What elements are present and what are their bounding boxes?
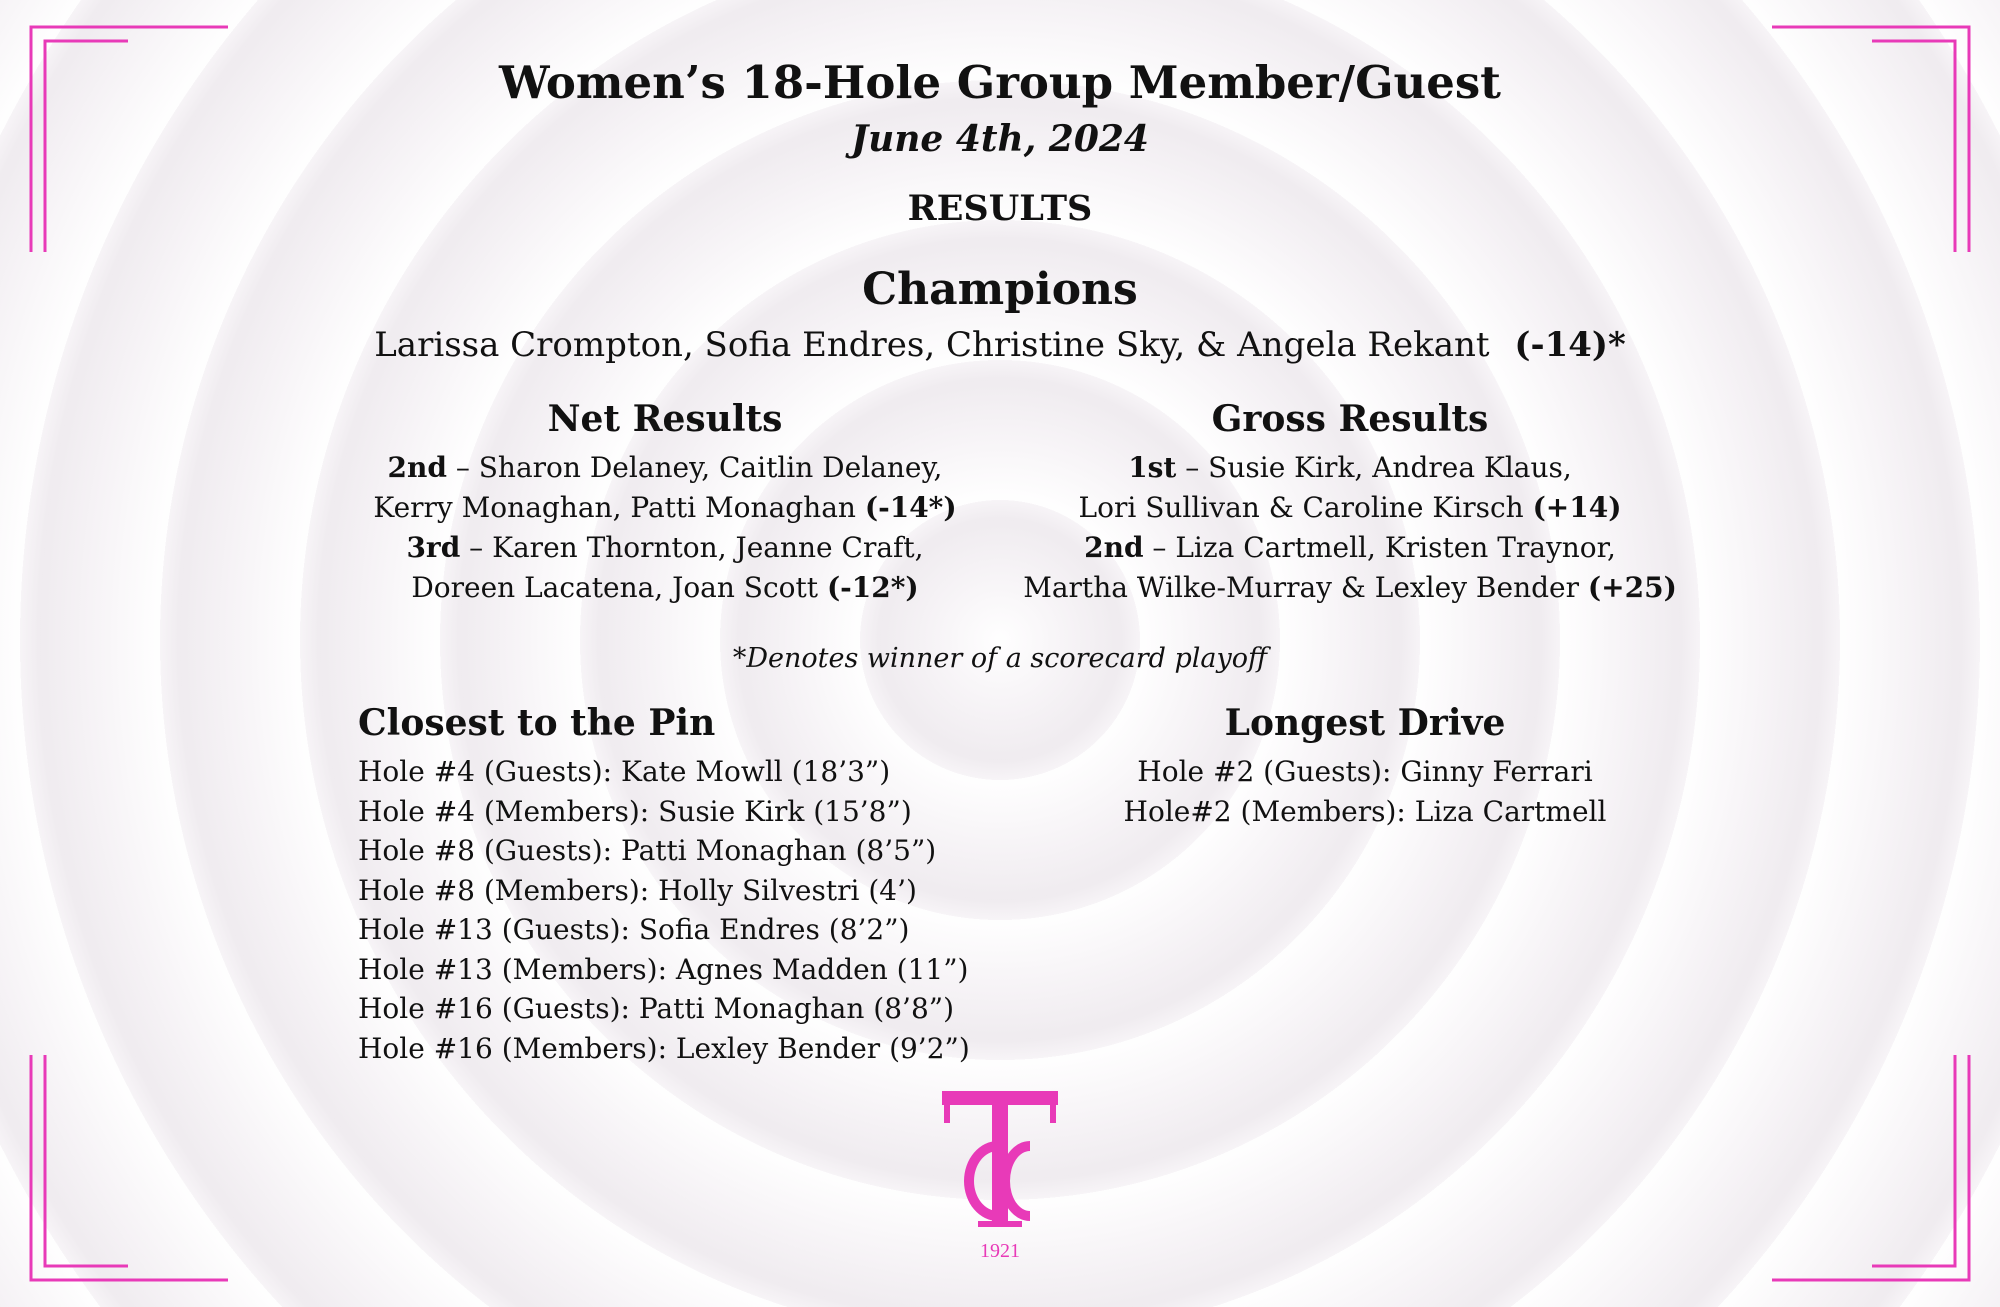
pin-row: Hole #16 (Members): Lexley Bender (9’2”) — [358, 1031, 970, 1065]
pin-row: Hole #8 (Guests): Patti Monaghan (8’5”) — [358, 834, 937, 867]
pin-row: Hole #13 (Guests): Sofia Endres (8’2”) — [358, 913, 910, 946]
gross-entry-line — [1020, 448, 1680, 488]
gross-entry-score: (+25) — [1587, 571, 1677, 604]
net-entry-place: 2nd — [387, 451, 447, 484]
net-results-heading: Net Results — [547, 398, 783, 440]
gross-results-heading: Gross Results — [1211, 398, 1489, 440]
champions-heading: Champions — [862, 264, 1138, 315]
gross-entry-names: Lori Sullivan & Caroline Kirsch — [1078, 491, 1533, 524]
net-entry-names: – Karen Thornton, Jeanne Craft, — [460, 531, 924, 564]
pin-row: Hole #16 (Guests): Patti Monaghan (8’8”) — [358, 992, 954, 1025]
event-date: June 4th, 2024 — [851, 118, 1149, 160]
net-entry-score: (-12*) — [826, 571, 919, 604]
net-entry-names: Doreen Lacatena, Joan Scott — [411, 571, 827, 604]
net-entry-place: 3rd — [406, 531, 461, 564]
net-entry-line — [340, 568, 990, 608]
gross-entry-names: – Susie Kirk, Andrea Klaus, — [1176, 451, 1572, 484]
closest-to-pin-heading: Closest to the Pin — [358, 702, 716, 744]
gross-entry-names: – Liza Cartmell, Kristen Traynor, — [1143, 531, 1616, 564]
pin-row: Hole #13 (Members): Agnes Madden (11”) — [358, 952, 969, 986]
corner-ornament-bottom-left — [28, 1053, 228, 1283]
gross-entry-line — [1020, 488, 1680, 528]
event-title: Women’s 18-Hole Group Member/Guest — [499, 56, 1501, 109]
champions-score: (-14)* — [1514, 325, 1626, 365]
net-entry-names: Kerry Monaghan, Patti Monaghan — [373, 491, 865, 524]
pin-row: Hole #4 (Guests): Kate Mowll (18’3”) — [358, 755, 891, 788]
drive-row: Hole#2 (Members): Liza Cartmell — [1123, 794, 1607, 828]
longest-drive-heading: Longest Drive — [1224, 702, 1506, 744]
gross-entry-names: Martha Wilke-Murray & Lexley Bender — [1023, 571, 1588, 604]
gross-entry-line — [1020, 568, 1680, 608]
longest-drive-section — [1100, 702, 1630, 831]
gross-entry-place: 1st — [1128, 451, 1177, 484]
net-entry-names: – Sharon Delaney, Caitlin Delaney, — [446, 451, 943, 484]
gross-entry-line — [1020, 528, 1680, 568]
logo-year: 1921 — [980, 1240, 1020, 1262]
playoff-note: *Denotes winner of a scorecard playoff — [732, 643, 1268, 674]
drive-row: Hole #2 (Guests): Ginny Ferrari — [1137, 755, 1593, 788]
gross-entry-place: 2nd — [1084, 531, 1144, 564]
net-results-section — [340, 398, 990, 608]
results-label: RESULTS — [907, 188, 1093, 229]
net-entry-line — [340, 448, 990, 488]
closest-to-pin-section — [358, 702, 970, 1068]
net-entry-line — [340, 528, 990, 568]
pin-row: Hole #4 (Members): Susie Kirk (15’8”) — [358, 794, 912, 828]
gross-entry-score: (+14) — [1532, 491, 1622, 524]
pin-row: Hole #8 (Members): Holly Silvestri (4’) — [358, 873, 917, 907]
club-logo — [930, 1085, 1070, 1265]
corner-ornament-bottom-right — [1772, 1053, 1972, 1283]
champions-names: Larissa Crompton, Sofia Endres, Christine Sky, & Angela Rekant — [374, 325, 1490, 365]
net-entry-score: (-14*) — [864, 491, 957, 524]
net-entry-line — [340, 488, 990, 528]
champions-line — [0, 325, 2000, 365]
gross-results-section — [1020, 398, 1680, 608]
